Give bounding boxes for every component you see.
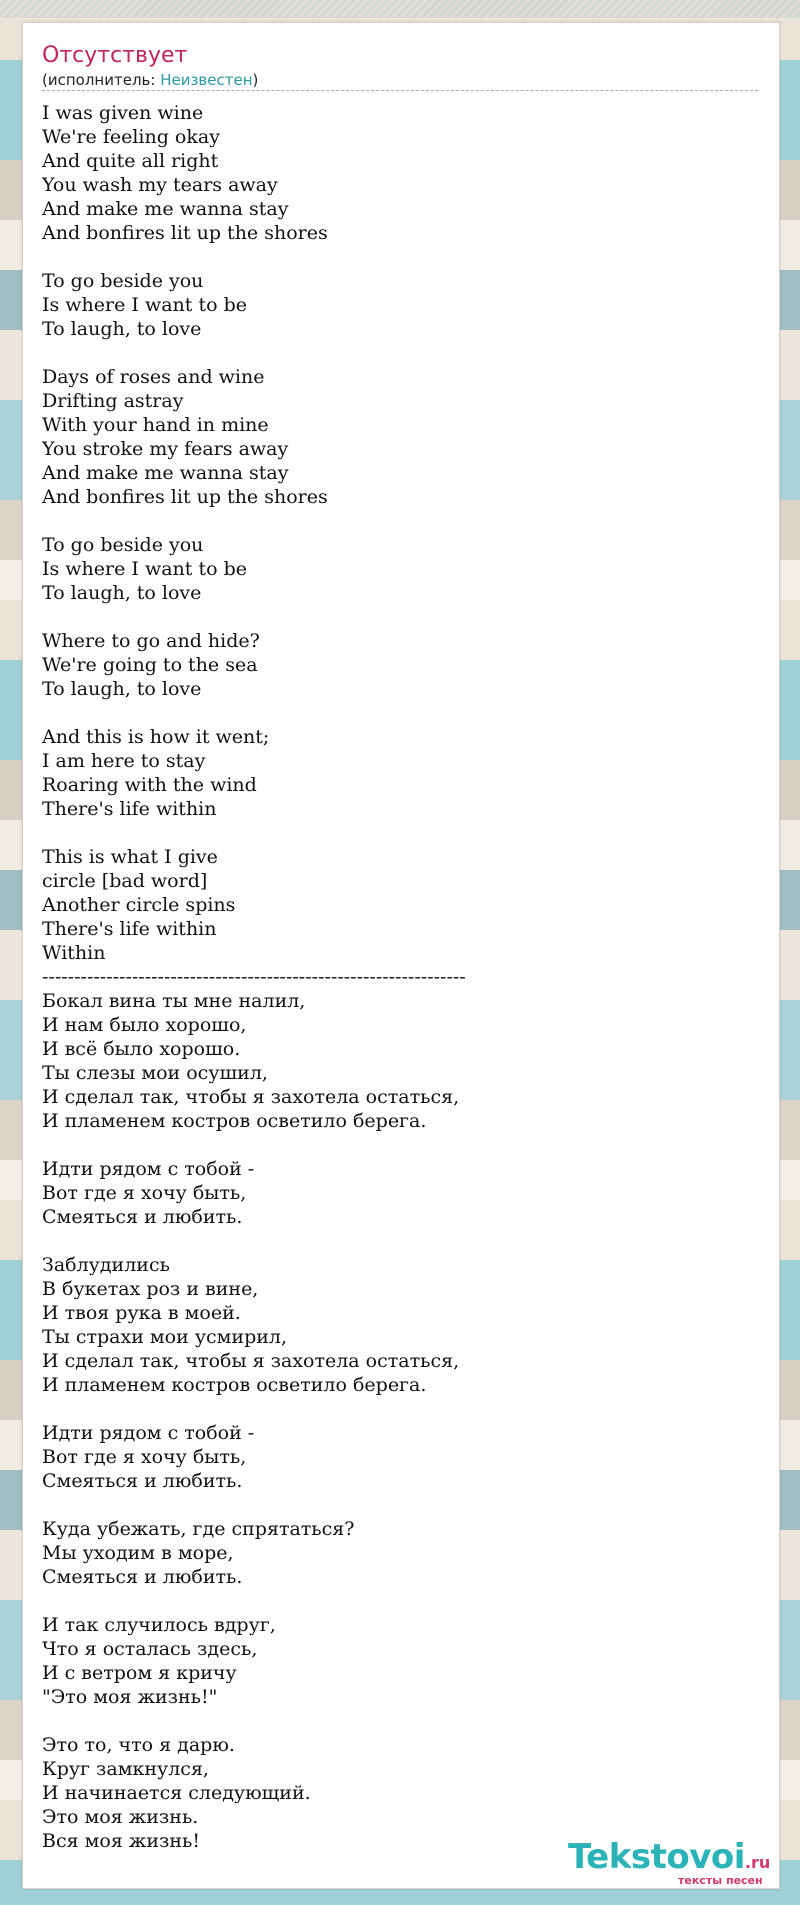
lyric-line: Вот где я хочу быть,	[42, 1182, 247, 1204]
lyric-line: Ты страхи мои усмирил,	[42, 1326, 288, 1348]
lyric-line: And bonfires lit up the shores	[42, 486, 328, 508]
lyric-line: И сделал так, чтобы я захотела остаться,	[42, 1350, 460, 1372]
lyric-line: И с ветром я кричу	[42, 1662, 237, 1684]
lyric-line	[42, 701, 466, 725]
lyric-line	[42, 1493, 466, 1517]
lyric-line	[42, 605, 466, 629]
lyric-line: И пламенем костров осветило берега.	[42, 1374, 427, 1396]
lyric-line: Круг замкнулся,	[42, 1758, 209, 1780]
lyric-line: Is where I want to be	[42, 558, 247, 580]
lyric-line: To laugh, to love	[42, 318, 202, 340]
lyric-line: Вот где я хочу быть,	[42, 1446, 247, 1468]
lyric-line: Roaring with the wind	[42, 774, 257, 796]
artist-prefix: (исполнитель:	[42, 71, 161, 89]
site-logo[interactable]	[568, 1837, 771, 1887]
logo-tagline: тексты песен	[678, 1874, 763, 1887]
lyric-line: Ты слезы мои осушил,	[42, 1062, 268, 1084]
lyric-line: And make me wanna stay	[42, 462, 289, 484]
lyric-line: There's life within	[42, 798, 217, 820]
lyric-line: И пламенем костров осветило берега.	[42, 1110, 427, 1132]
title-divider	[42, 90, 758, 91]
lyric-line: You stroke my fears away	[42, 438, 289, 460]
artist-link[interactable]: Неизвестен	[160, 71, 253, 89]
lyric-line: Days of roses and wine	[42, 366, 265, 388]
lyric-line: Смеяться и любить.	[42, 1566, 243, 1588]
lyric-line: To laugh, to love	[42, 582, 202, 604]
lyric-line: Where to go and hide?	[42, 630, 260, 652]
lyric-line: And bonfires lit up the shores	[42, 222, 328, 244]
lyric-line	[42, 245, 466, 269]
lyric-line: И твоя рука в моей.	[42, 1302, 241, 1324]
lyric-line: В букетах роз и вине,	[42, 1278, 259, 1300]
lyric-line: И всё было хорошо.	[42, 1038, 241, 1060]
lyric-line	[42, 1709, 466, 1733]
artist-suffix: )	[252, 71, 259, 89]
lyric-line: Вся моя жизнь!	[42, 1830, 201, 1852]
lyric-line: Another circle spins	[42, 894, 236, 916]
lyric-line: And this is how it went;	[42, 726, 270, 748]
lyric-line	[42, 1133, 466, 1157]
lyric-line	[42, 821, 466, 845]
logo-name: Tekstovoi	[568, 1837, 745, 1877]
lyric-line	[42, 1397, 466, 1421]
lyric-line: Идти рядом с тобой -	[42, 1422, 255, 1444]
lyric-line: Что я осталась здесь,	[42, 1638, 258, 1660]
lyric-line: Мы уходим в море,	[42, 1542, 234, 1564]
lyric-line: "Это моя жизнь!"	[42, 1686, 218, 1708]
lyric-line	[42, 1589, 466, 1613]
lyric-line: Идти рядом с тобой -	[42, 1158, 255, 1180]
lyric-line: You wash my tears away	[42, 174, 278, 196]
lyric-line: We're feeling okay	[42, 126, 220, 148]
lyric-line: Смеяться и любить.	[42, 1470, 243, 1492]
lyric-line: And make me wanna stay	[42, 198, 289, 220]
lyric-line	[42, 509, 466, 533]
lyric-line: circle [bad word]	[42, 870, 208, 892]
lyric-line: И нам было хорошо,	[42, 1014, 247, 1036]
lyric-line: Drifting astray	[42, 390, 184, 412]
lyric-line: Куда убежать, где спрятаться?	[42, 1518, 355, 1540]
lyric-line: We're going to the sea	[42, 654, 258, 676]
lyric-line: To go beside you	[42, 534, 204, 556]
lyric-line: I am here to stay	[42, 750, 206, 772]
lyric-line: And quite all right	[42, 150, 219, 172]
lyric-line: With your hand in mine	[42, 414, 269, 436]
lyric-line: Это то, что я дарю.	[42, 1734, 235, 1756]
logo-tld: .ru	[744, 1853, 771, 1872]
lyric-line	[42, 341, 466, 365]
lyric-line: Is where I want to be	[42, 294, 247, 316]
lyric-line: Within	[42, 942, 106, 964]
artist-line	[42, 70, 258, 90]
lyric-line: Бокал вина ты мне налил,	[42, 990, 306, 1012]
lyric-line: Это моя жизнь.	[42, 1806, 199, 1828]
lyric-line: This is what I give	[42, 846, 218, 868]
lyric-line: Смеяться и любить.	[42, 1206, 243, 1228]
lyric-line: И так случилось вдруг,	[42, 1614, 276, 1636]
lyrics-text	[42, 101, 466, 1853]
lyric-line: To go beside you	[42, 270, 204, 292]
lyric-line: There's life within	[42, 918, 217, 940]
song-title: Отсутствует	[42, 43, 188, 68]
lyric-line	[42, 1229, 466, 1253]
lyric-line: И сделал так, чтобы я захотела остаться,	[42, 1086, 460, 1108]
lyric-line: И начинается следующий.	[42, 1782, 311, 1804]
top-decorative-stripe	[0, 0, 800, 18]
lyric-line: Заблудились	[42, 1254, 170, 1276]
lyric-line: To laugh, to love	[42, 678, 202, 700]
lyric-line: I was given wine	[42, 102, 204, 124]
lyric-line: ------------------------------------------------------------------	[42, 966, 466, 988]
